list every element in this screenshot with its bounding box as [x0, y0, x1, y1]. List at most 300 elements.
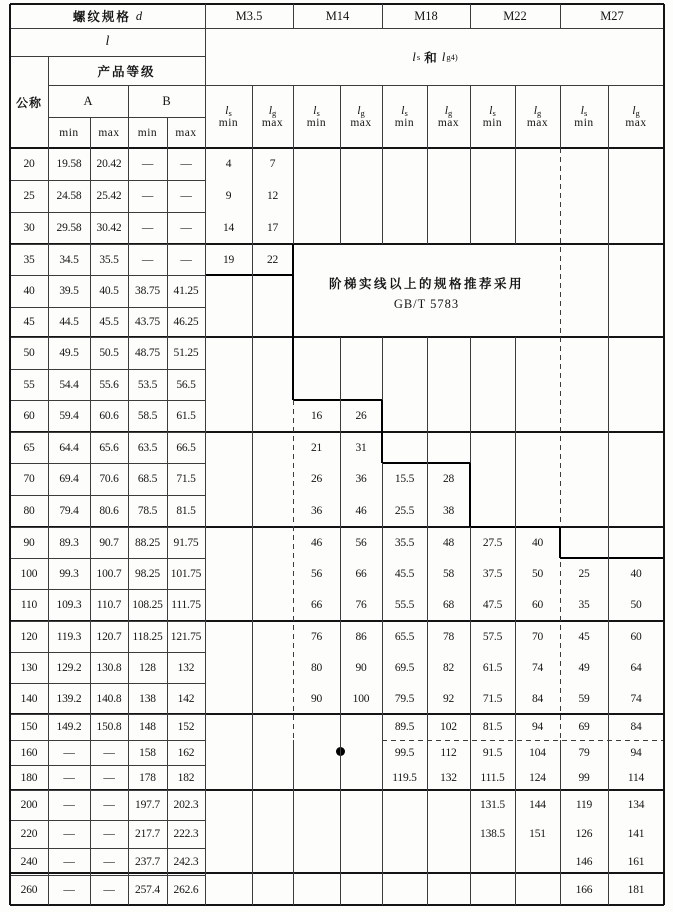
col-header-m14-ls	[293, 85, 340, 148]
col-header-m3-5-ls	[205, 85, 252, 148]
table-cell: 148	[139, 721, 156, 733]
grid-line-v	[663, 4, 665, 905]
grid-line-h	[10, 740, 205, 741]
grid-line-h	[10, 244, 205, 245]
grid-line-h	[10, 589, 205, 590]
col-header-m27-ls	[560, 85, 608, 148]
grid-line-h	[10, 765, 205, 766]
table-cell: 35.5	[394, 536, 415, 549]
table-cell: —	[63, 771, 75, 784]
dashed-line-v	[560, 148, 561, 740]
ls-lg-header: l s 和 l g 4)	[412, 48, 458, 65]
table-cell: 141	[627, 828, 645, 840]
table-cell: 28	[442, 473, 455, 485]
table-cell: 36	[355, 473, 367, 485]
table-cell: 25	[23, 190, 35, 202]
table-cell: 139.2	[56, 692, 82, 705]
b-min-label: min	[137, 126, 158, 139]
table-cell: 79.5	[394, 692, 415, 705]
table-cell: 131.5	[480, 799, 505, 811]
table-cell: 70	[531, 630, 544, 643]
grid-line-v	[515, 337, 516, 905]
table-cell: 89.5	[394, 721, 415, 733]
table-cell: 262.6	[173, 884, 199, 896]
table-cell: 61.5	[176, 410, 196, 422]
grid-line-v	[608, 85, 609, 905]
table-cell: —	[63, 855, 75, 868]
table-cell: 65.6	[99, 441, 119, 454]
table-cell: 220	[20, 828, 38, 840]
col-header-size-m3-5: M3.5	[235, 8, 263, 23]
table-cell: 68.5	[137, 473, 158, 485]
table-cell: 69	[578, 721, 590, 733]
table-cell: —	[180, 190, 192, 202]
note-line-1: 阶梯实线以上的规格推荐采用	[328, 277, 524, 291]
max-label: max	[350, 117, 372, 129]
table-cell: 34.5	[59, 253, 79, 266]
table-cell: 38	[442, 505, 455, 517]
table-cell: 151	[529, 828, 546, 840]
table-cell: 60.6	[99, 410, 119, 422]
table-cell: 20	[23, 158, 35, 170]
table-cell: 74	[531, 661, 544, 674]
grid-line-v	[382, 4, 383, 28]
table-cell: 17	[266, 222, 279, 234]
col-header-m18-ls	[382, 85, 427, 148]
table-cell: 146	[575, 855, 593, 868]
min-label: min	[394, 117, 415, 129]
ls-symbol: l	[412, 48, 416, 64]
table-cell: 101.75	[170, 567, 202, 580]
grid-line-v	[205, 4, 206, 905]
table-cell: 12	[266, 190, 279, 202]
table-cell: 60	[531, 599, 544, 611]
table-cell: 14	[222, 222, 235, 234]
table-cell: 126	[575, 828, 593, 840]
table-cell: 48.75	[135, 347, 160, 359]
and-label: 和	[424, 50, 437, 65]
col-header-size-m27: M27	[600, 8, 624, 23]
table-cell: 50.5	[99, 347, 119, 359]
lg-symbol: $l_g$	[444, 103, 453, 118]
table-cell: 49.5	[59, 347, 79, 359]
thread-spec-label: 螺纹规格	[72, 10, 131, 24]
grid-line-h	[10, 275, 205, 276]
step-line-v	[559, 527, 561, 558]
table-cell: 92	[442, 692, 455, 705]
table-cell: 43.75	[135, 316, 160, 328]
table-cell: 140	[20, 692, 38, 705]
table-cell: 150	[20, 721, 38, 733]
grid-line-h	[10, 212, 205, 213]
table-cell: 89.3	[59, 536, 79, 549]
table-cell: 19.58	[56, 158, 82, 170]
table-cell: 44.5	[59, 316, 79, 328]
table-cell: 25.42	[96, 190, 122, 202]
max-label: max	[625, 117, 647, 129]
grid-line-h	[10, 904, 664, 906]
grid-line-h	[10, 147, 664, 149]
table-cell: 94	[531, 721, 544, 733]
table-cell: 69.4	[59, 473, 79, 485]
table-cell: 4	[225, 158, 232, 170]
table-cell: 100	[352, 692, 370, 705]
table-cell: 38.75	[135, 285, 160, 297]
table-cell: 91.75	[173, 536, 199, 549]
table-cell: 138	[139, 692, 156, 705]
table-cell: 110	[20, 599, 38, 611]
table-cell: 90.7	[99, 536, 119, 549]
nominal-header: 公称	[15, 95, 42, 110]
grid-line-v	[167, 117, 168, 905]
table-cell: 74	[630, 692, 642, 705]
table-cell: 257.4	[135, 884, 160, 896]
table-cell: —	[103, 746, 115, 759]
table-cell: 56.5	[176, 378, 196, 391]
table-cell: 98.25	[135, 567, 160, 580]
table-cell: 132	[177, 661, 195, 674]
table-cell: 21	[310, 441, 323, 454]
grid-line-v	[340, 85, 341, 244]
grid-line-v	[382, 85, 383, 244]
table-cell: 64	[630, 661, 642, 674]
table-cell: —	[180, 222, 192, 234]
grid-line-h	[48, 85, 664, 86]
table-cell: 60	[630, 630, 642, 643]
l-symbol: l	[105, 34, 110, 49]
table-cell: 124	[529, 771, 546, 784]
dashed-line-v	[293, 400, 294, 740]
table-cell: 84	[531, 692, 544, 705]
product-grade-header: 产品等级	[97, 64, 156, 79]
table-cell: 128	[139, 661, 156, 674]
table-cell: 76	[310, 630, 323, 643]
table-cell: 40	[531, 536, 544, 549]
min-label: min	[482, 117, 503, 129]
table-cell: 68	[442, 599, 455, 611]
table-cell: 59.4	[59, 410, 79, 422]
table-cell: 50	[630, 599, 642, 611]
col-header-m22-lg	[515, 85, 560, 148]
grid-line-h	[10, 714, 205, 715]
table-cell: 20.42	[96, 158, 122, 170]
ls-symbol: $l_s$	[225, 103, 232, 118]
grid-line-v	[470, 85, 471, 244]
table-cell: —	[180, 158, 192, 170]
grid-line-h	[10, 683, 205, 684]
table-cell: —	[103, 799, 115, 811]
grid-line-v	[293, 4, 294, 28]
grid-line-h	[10, 875, 205, 876]
table-cell: —	[103, 828, 115, 840]
table-cell: 109.3	[56, 599, 82, 611]
table-cell: 50	[531, 567, 544, 580]
table-cell: 119.3	[56, 630, 82, 643]
table-cell: 78	[442, 630, 455, 643]
table-cell: 35.5	[99, 253, 119, 266]
table-cell: 90	[23, 536, 35, 549]
table-cell: 81.5	[176, 505, 196, 517]
max-label: max	[261, 117, 284, 129]
grid-line-v	[470, 4, 471, 28]
table-cell: 66.5	[176, 441, 196, 454]
table-cell: 178	[139, 771, 156, 784]
recommendation-note	[293, 252, 560, 334]
table-cell: 180	[20, 771, 38, 784]
table-cell: 30.42	[96, 222, 122, 234]
grid-line-h	[10, 337, 205, 338]
table-cell: 84	[630, 721, 642, 733]
table-cell: 40	[23, 285, 35, 297]
table-cell: 65	[23, 441, 35, 454]
table-cell: 134	[627, 799, 645, 811]
table-cell: 71.5	[482, 692, 503, 705]
lg-symbol: l	[441, 48, 446, 64]
step-line-v	[469, 463, 471, 527]
table-cell: 58.5	[137, 410, 158, 422]
table-cell: 130.8	[96, 661, 122, 674]
col-header-m3-5-lg	[252, 85, 293, 148]
table-cell: 61.5	[482, 661, 503, 674]
table-cell: 78.5	[137, 505, 158, 517]
grid-line-v	[427, 85, 428, 244]
table-cell: 55	[23, 378, 35, 391]
table-cell: 45	[23, 316, 35, 328]
grade-a-header: A	[83, 93, 93, 108]
table-cell: 200	[20, 799, 38, 811]
table-cell: 111.75	[171, 599, 201, 611]
table-cell: 152	[177, 721, 195, 733]
dashed-line-h	[382, 740, 664, 741]
max-label: max	[437, 117, 460, 129]
length-symbol-header	[10, 28, 205, 56]
table-cell: 112	[440, 746, 457, 759]
table-cell: 37.5	[482, 567, 503, 580]
table-cell: 144	[529, 799, 546, 811]
table-cell: 71.5	[176, 473, 196, 485]
table-cell: 25	[578, 567, 590, 580]
table-cell: 49	[578, 661, 590, 674]
table-cell: 130	[20, 661, 38, 674]
max-label: max	[526, 117, 549, 129]
table-cell: 104	[529, 746, 546, 759]
table-cell: 29.58	[56, 222, 82, 234]
table-cell: 54.4	[59, 378, 79, 391]
table-cell: —	[141, 158, 154, 170]
table-cell: 132	[440, 771, 457, 784]
table-cell: 217.7	[135, 828, 160, 840]
b-max-label: max	[175, 126, 197, 139]
table-cell: 119	[575, 799, 593, 811]
table-cell: 120	[20, 630, 38, 643]
grid-line-h	[10, 3, 664, 5]
table-cell: 48	[442, 536, 455, 549]
table-cell: 162	[177, 746, 195, 759]
table-cell: —	[141, 222, 154, 234]
table-cell: 66	[355, 567, 367, 580]
table-cell: —	[63, 799, 75, 811]
step-line-h	[560, 557, 664, 559]
table-cell: 69.5	[394, 661, 415, 674]
grid-line-h	[10, 369, 205, 370]
col-header-size-m22: M22	[503, 8, 527, 23]
table-cell: 110.7	[96, 599, 122, 611]
table-cell: 118.25	[132, 630, 163, 643]
table-cell: 70.6	[99, 473, 119, 485]
step-line-h	[293, 399, 382, 401]
table-cell: 129.2	[56, 661, 82, 674]
grid-line-h	[10, 56, 205, 57]
table-cell: 65.5	[394, 630, 415, 643]
grid-line-h	[48, 117, 205, 118]
table-cell: 150.8	[96, 721, 122, 733]
table-cell: 45	[578, 630, 590, 643]
table-cell: 142	[177, 692, 195, 705]
table-cell: 138.5	[480, 828, 505, 840]
table-cell: 59	[578, 692, 590, 705]
table-cell: 149.2	[56, 721, 82, 733]
table-cell: 260	[20, 884, 38, 896]
lg-symbol: $l_g$	[533, 103, 542, 118]
grid-line-v	[252, 85, 253, 905]
grid-line-v	[427, 337, 428, 905]
col-header-m27-lg	[608, 85, 664, 148]
table-cell: 99	[578, 771, 590, 784]
table-cell: 80.6	[99, 505, 119, 517]
col-header-size-m14: M14	[325, 8, 350, 23]
step-line-h	[382, 462, 470, 464]
table-cell: 80	[310, 661, 323, 674]
table-cell: 46	[355, 505, 367, 517]
ls-symbol: $l_s$	[313, 103, 320, 118]
table-cell: —	[103, 884, 115, 896]
grid-line-h	[10, 495, 205, 496]
table-cell: 197.7	[135, 799, 160, 811]
table-cell: 22	[266, 253, 279, 266]
table-cell: 237.7	[135, 855, 160, 868]
a-min-label: min	[59, 126, 79, 139]
grid-line-h	[10, 820, 205, 821]
table-cell: 55.5	[394, 599, 415, 611]
table-cell: 45.5	[394, 567, 415, 580]
table-cell: 56	[310, 567, 323, 580]
table-cell: 50	[23, 347, 35, 359]
grid-line-h	[10, 307, 205, 308]
grid-line-h	[10, 527, 205, 528]
table-cell: 15.5	[394, 473, 415, 485]
grid-line-h	[10, 463, 205, 464]
table-cell: 79	[578, 746, 590, 759]
table-cell: 82	[442, 661, 455, 674]
table-cell: 35	[578, 599, 590, 611]
grid-line-v	[515, 85, 516, 244]
table-cell: 63.5	[137, 441, 158, 454]
thread-spec-d-symbol: d	[135, 8, 143, 23]
table-cell: 58	[442, 567, 455, 580]
table-cell: 64.4	[59, 441, 79, 454]
grade-b-header: B	[162, 93, 171, 108]
table-cell: 57.5	[482, 630, 503, 643]
table-cell: 24.58	[56, 190, 82, 202]
table-cell: 76	[355, 599, 367, 611]
min-label: min	[306, 117, 327, 129]
step-line-h	[205, 274, 293, 276]
table-cell: 55.6	[99, 378, 119, 391]
table-cell: 80	[23, 505, 35, 517]
table-cell: 240	[20, 855, 38, 868]
table-cell: 9	[225, 190, 232, 202]
table-cell: 7	[269, 158, 276, 170]
table-cell: 108.25	[132, 599, 163, 611]
col-header-m22-ls	[470, 85, 515, 148]
min-label: min	[574, 117, 594, 129]
table-cell: 26	[355, 410, 367, 422]
grid-line-h	[10, 28, 664, 29]
lg-symbol: $l_g$	[357, 103, 365, 118]
grid-line-h	[10, 872, 664, 874]
grid-line-h	[10, 652, 205, 653]
table-cell: 111.5	[480, 771, 505, 784]
table-cell: 25.5	[394, 505, 415, 517]
table-cell: 19	[222, 253, 235, 266]
table-cell: —	[141, 253, 154, 266]
table-cell: 100	[20, 567, 38, 580]
grid-line-h	[10, 790, 205, 791]
table-cell: —	[180, 253, 192, 266]
grid-line-h	[10, 432, 205, 433]
table-cell: —	[141, 190, 154, 202]
a-max-label: max	[98, 126, 120, 139]
col-header-m14-lg	[340, 85, 382, 148]
grid-line-v	[470, 337, 471, 463]
table-cell: 158	[139, 746, 156, 759]
table-cell: —	[63, 746, 75, 759]
table-cell: 181	[627, 884, 645, 896]
step-line-v	[381, 400, 383, 463]
grid-line-v	[128, 85, 129, 905]
step-line-v	[292, 244, 294, 400]
grid-line-h	[10, 180, 205, 181]
grid-line-v	[9, 4, 11, 905]
table-cell: 99.5	[394, 746, 415, 759]
table-cell: 26	[310, 473, 323, 485]
table-cell: 39.5	[59, 285, 79, 297]
lg-symbol: $l_g$	[268, 103, 277, 118]
table-cell: 222.3	[173, 828, 199, 840]
table-cell: 45.5	[99, 316, 119, 328]
lg-symbol: $l_g$	[632, 103, 640, 118]
table-cell: 81.5	[482, 721, 503, 733]
table-cell: 182	[177, 771, 195, 784]
table-cell: 47.5	[482, 599, 503, 611]
table-cell: 88.25	[135, 536, 160, 549]
table-cell: 27.5	[482, 536, 503, 549]
table-cell: 160	[20, 746, 38, 759]
grid-line-v	[293, 85, 294, 244]
grid-line-h	[10, 558, 205, 559]
table-cell: 94	[630, 746, 642, 759]
table-cell: 99.3	[59, 567, 79, 580]
table-cell: 41.25	[173, 285, 199, 297]
ls-symbol: $l_s$	[489, 103, 496, 118]
grid-line-v	[560, 740, 561, 905]
table-cell: 202.3	[173, 799, 199, 811]
ls-symbol: $l_s$	[401, 103, 408, 118]
grid-line-v	[382, 337, 383, 400]
ls-symbol: $l_s$	[580, 103, 588, 118]
table-cell: 51.25	[173, 347, 199, 359]
table-cell: 121.75	[170, 630, 202, 643]
